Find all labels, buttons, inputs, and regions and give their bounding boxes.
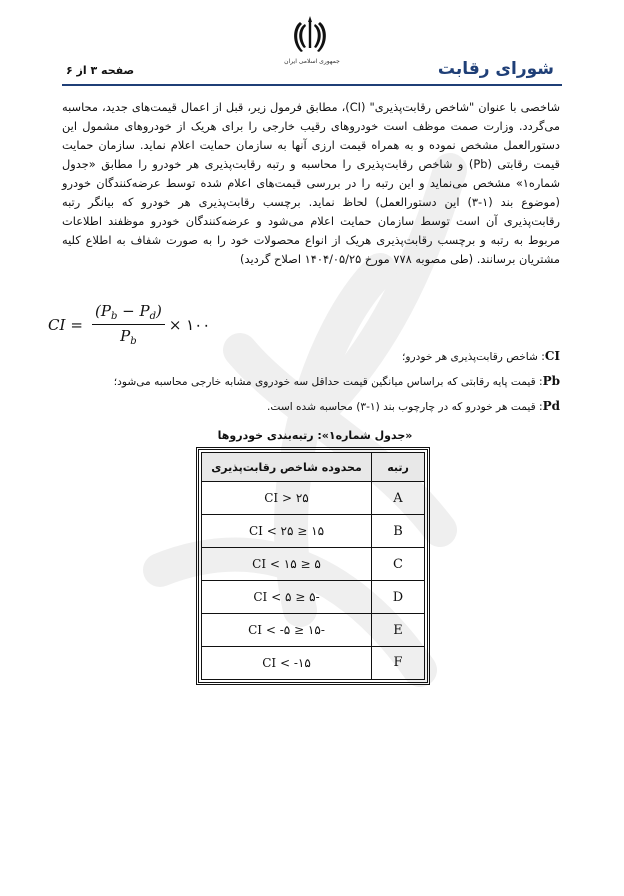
emblem-caption: جمهوری اسلامی ایران	[284, 58, 340, 65]
table-row	[202, 548, 425, 581]
grade-cell: E	[372, 614, 425, 647]
formula-fraction	[92, 302, 165, 347]
table-header-row	[202, 453, 425, 482]
definition-pb: Pb: قیمت پایه رقابتی که براساس میانگین قیمت حداقل سه خودروی مشابه خارجی محاسبه می‌شود؛	[113, 374, 560, 388]
table-row	[202, 482, 425, 515]
formula-denominator: $P_b$	[120, 327, 137, 347]
ci-formula: CI = $\frac{(P_b - P_d)}{P_b}$ × ۱۰۰	[48, 302, 211, 347]
table-caption: «جدول شماره۱»: رتبه‌بندی خودروها	[217, 429, 413, 442]
grade-cell: D	[372, 581, 425, 614]
formula-lhs: CI	[48, 315, 66, 334]
table-row	[202, 646, 425, 679]
header-grade: رتبه	[372, 453, 425, 482]
grade-cell: F	[372, 646, 425, 679]
grade-cell: B	[372, 515, 425, 548]
iran-emblem-icon	[292, 14, 328, 54]
range-cell: -۵ ≤ CI < ۵	[202, 581, 372, 614]
table-row	[202, 515, 425, 548]
formula-numerator: $(P_b - P_d)$	[92, 302, 165, 325]
header-range: محدوده شاخص رقابت‌پذیری	[202, 453, 372, 482]
range-cell: ۵ ≤ CI < ۱۵	[202, 548, 372, 581]
range-cell: ۲۵ < CI	[202, 482, 372, 515]
header-divider	[62, 84, 562, 86]
ranking-table	[196, 447, 430, 685]
body-paragraph: شاخصی با عنوان "شاخص رقابت‌پذیری" (CI)، مطابق فرمول زیر، قبل از اعمال قیمت‌های جدید، محاسبه می‌گردد. وزارت صمت موظف است خودروهای رقیب خارجی را برای هریک از خودروهای مشمول این دستورالعمل مشخص نموده و به همراه قیمت ارزی آنها به سازمان حمایت اعلام نماید. سازمان حمایت قیمت رقابتی (Pb) و شاخص رقابت‌پذیری را محاسبه و رتبه رقابت‌پذیری هر خودرو را مطابق «جدول شماره۱» مشخص می‌نماید و این رتبه را در بررسی قیمت‌های اعلام شده توسط عرضه‌کنندگان خودرو (موضوع بند (۱-۳) این دستورالعمل) لحاظ نماید. برچسب رقابت‌پذیری هر خودرو که بیانگر رتبه رقابت‌پذیری آن است توسط سازمان حمایت اعلام می‌شود و عرضه‌کنندگان خودرو موظفند اطلاعات مربوط به رتبه و برچسب رقابت‌پذیری هریک از انواع محصولات خود را به صورت شفاف به اطلاع کلیه مشتریان برسانند. (طی مصوبه ۷۷۸ مورخ ۱۴۰۴/۰۵/۲۵ اصلاح گردید)	[62, 100, 561, 266]
page-number: صفحه ۳ از ۶	[66, 64, 135, 77]
table-row	[202, 614, 425, 647]
table-row	[202, 581, 425, 614]
grade-cell: A	[372, 482, 425, 515]
definition-ci: CI: شاخص رقابت‌پذیری هر خودرو؛	[402, 349, 560, 363]
range-cell: CI < -۱۵	[202, 646, 372, 679]
grade-cell: C	[372, 548, 425, 581]
range-cell: ۱۵ ≤ CI < ۲۵	[202, 515, 372, 548]
range-cell: -۱۵ ≤ CI < -۵	[202, 614, 372, 647]
definition-pd: Pd: قیمت هر خودرو که در چارچوب بند (۱-۳) محاسبه شده است.	[267, 399, 560, 413]
formula-multiplier: × ۱۰۰	[168, 315, 211, 334]
org-title: شورای رقابت	[437, 59, 554, 79]
